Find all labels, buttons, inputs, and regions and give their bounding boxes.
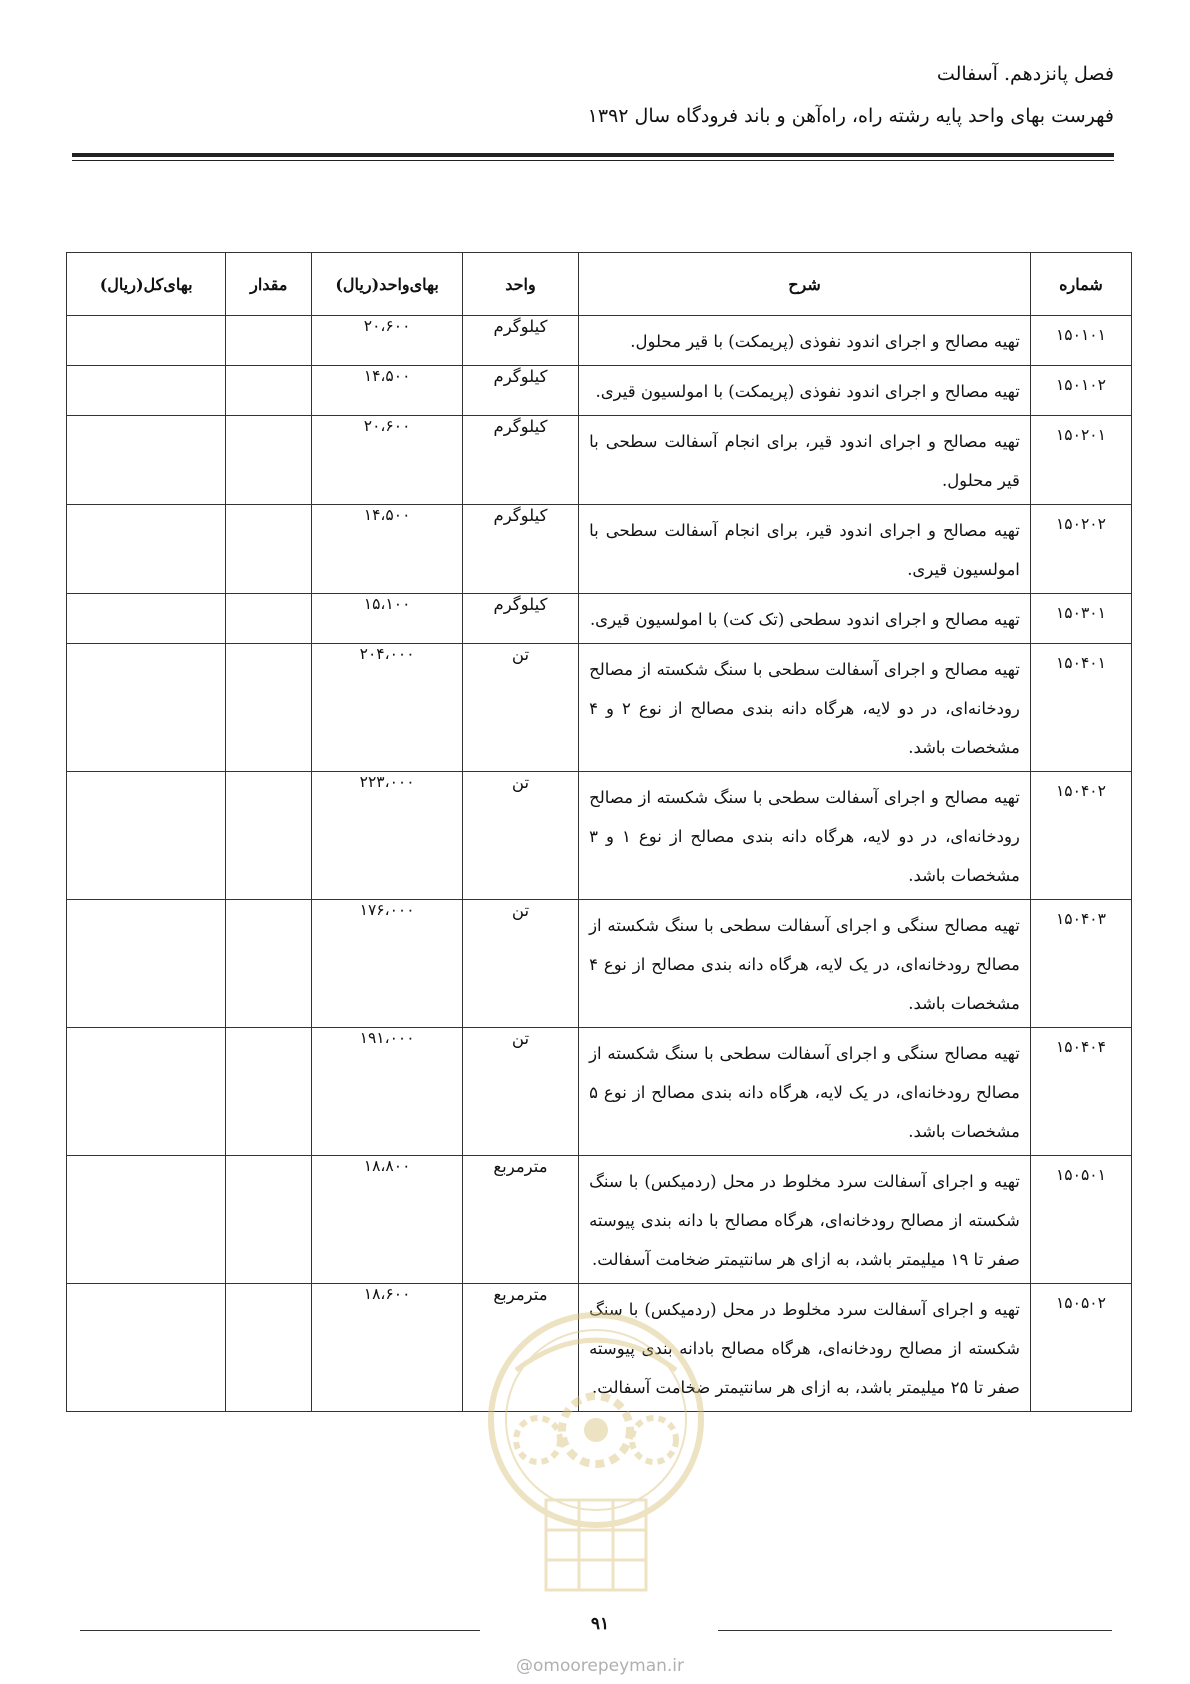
item-unit: مترمربع (462, 1284, 578, 1412)
item-unit-price: ۲۰،۶۰۰ (312, 416, 463, 505)
item-unit: تن (462, 1028, 578, 1156)
table-row (67, 900, 1132, 1028)
item-unit: کیلوگرم (462, 316, 578, 366)
item-total-price (67, 594, 226, 644)
footer-rule-right (718, 1630, 1112, 1631)
item-unit-price: ۲۲۳،۰۰۰ (312, 772, 463, 900)
item-unit-price: ۱۸،۶۰۰ (312, 1284, 463, 1412)
price-table (66, 252, 1132, 1412)
item-number: ۱۵۰۱۰۲ (1030, 366, 1131, 416)
col-header-unit: واحد (462, 253, 578, 316)
item-total-price (67, 416, 226, 505)
item-unit: تن (462, 772, 578, 900)
item-quantity (226, 594, 312, 644)
col-header-total-price: بهای‌کل(ریال) (67, 253, 226, 316)
item-description: تهیه مصالح و اجرای اندود نفوذی (پریمکت) با امولسیون قیری. (579, 366, 1031, 416)
header-rule-thin (72, 160, 1114, 161)
table-row (67, 594, 1132, 644)
item-description: تهیه مصالح و اجرای آسفالت سطحی با سنگ شکسته از مصالح رودخانه‌ای، در دو لایه، هرگاه دانه بندی مصالح از نوع ۱ و ۳ مشخصات باشد. (579, 772, 1031, 900)
item-number: ۱۵۰۴۰۳ (1030, 900, 1131, 1028)
item-number: ۱۵۰۴۰۴ (1030, 1028, 1131, 1156)
chapter-title: فصل پانزدهم. آسفالت (936, 63, 1114, 85)
item-total-price (67, 644, 226, 772)
footer-rule-left (80, 1630, 480, 1631)
item-number: ۱۵۰۲۰۱ (1030, 416, 1131, 505)
item-unit: کیلوگرم (462, 594, 578, 644)
table-row (67, 1156, 1132, 1284)
item-unit: کیلوگرم (462, 416, 578, 505)
table-row (67, 1028, 1132, 1156)
item-description: تهیه و اجرای آسفالت سرد مخلوط در محل (ردمیکس) با سنگ شکسته از مصالح رودخانه‌ای، هرگاه مصالح بادانه بندی پیوسته صفر تا ۲۵ میلیمتر باشد، به ازای هر سانتیمتر ضخامت آسفالت. (579, 1284, 1031, 1412)
table-row (67, 366, 1132, 416)
item-quantity (226, 900, 312, 1028)
table-row (67, 644, 1132, 772)
item-unit-price: ۱۷۶،۰۰۰ (312, 900, 463, 1028)
item-description: تهیه مصالح سنگی و اجرای آسفالت سطحی با سنگ شکسته از مصالح رودخانه‌ای، در یک لایه، هرگاه دانه بندی مصالح از نوع ۵ مشخصات باشد. (579, 1028, 1031, 1156)
item-total-price (67, 1156, 226, 1284)
item-description: تهیه مصالح و اجرای اندود نفوذی (پریمکت) با قیر محلول. (579, 316, 1031, 366)
item-quantity (226, 1028, 312, 1156)
item-quantity (226, 505, 312, 594)
item-description: تهیه و اجرای آسفالت سرد مخلوط در محل (ردمیکس) با سنگ شکسته از مصالح رودخانه‌ای، هرگاه مصالح با دانه بندی پیوسته صفر تا ۱۹ میلیمتر باشد، به ازای هر سانتیمتر ضخامت آسفالت. (579, 1156, 1031, 1284)
item-number: ۱۵۰۵۰۱ (1030, 1156, 1131, 1284)
item-quantity (226, 772, 312, 900)
item-unit: کیلوگرم (462, 505, 578, 594)
item-unit-price: ۲۰،۶۰۰ (312, 316, 463, 366)
item-unit: کیلوگرم (462, 366, 578, 416)
watermark-url: @omoorepeyman.ir (515, 1656, 685, 1676)
col-header-description: شرح (579, 253, 1031, 316)
item-quantity (226, 1284, 312, 1412)
header-rule-thick (72, 153, 1114, 157)
item-number: ۱۵۰۳۰۱ (1030, 594, 1131, 644)
item-total-price (67, 505, 226, 594)
item-quantity (226, 416, 312, 505)
item-quantity (226, 366, 312, 416)
item-number: ۱۵۰۲۰۲ (1030, 505, 1131, 594)
item-description: تهیه مصالح سنگی و اجرای آسفالت سطحی با سنگ شکسته از مصالح رودخانه‌ای، در یک لایه، هرگاه دانه بندی مصالح از نوع ۴ مشخصات باشد. (579, 900, 1031, 1028)
table-header-row (67, 253, 1132, 316)
item-total-price (67, 1028, 226, 1156)
item-number: ۱۵۰۵۰۲ (1030, 1284, 1131, 1412)
item-number: ۱۵۰۴۰۲ (1030, 772, 1131, 900)
item-unit-price: ۱۸،۸۰۰ (312, 1156, 463, 1284)
item-unit-price: ۱۹۱،۰۰۰ (312, 1028, 463, 1156)
item-unit-price: ۱۴،۵۰۰ (312, 505, 463, 594)
item-total-price (67, 366, 226, 416)
item-unit: تن (462, 644, 578, 772)
page-header (74, 60, 1114, 130)
col-header-quantity: مقدار (226, 253, 312, 316)
item-unit-price: ۱۴،۵۰۰ (312, 366, 463, 416)
table-row (67, 772, 1132, 900)
item-total-price (67, 772, 226, 900)
table-row (67, 1284, 1132, 1412)
item-number: ۱۵۰۱۰۱ (1030, 316, 1131, 366)
item-quantity (226, 1156, 312, 1284)
col-header-number: شماره (1030, 253, 1131, 316)
page-number: ۹۱ (590, 1614, 610, 1634)
item-unit-price: ۲۰۴،۰۰۰ (312, 644, 463, 772)
document-subtitle: فهرست بهای واحد پایه رشته راه، راه‌آهن و باند فرودگاه سال ۱۳۹۲ (587, 105, 1114, 127)
item-description: تهیه مصالح و اجرای اندود قیر، برای انجام آسفالت سطحی با امولسیون قیری. (579, 505, 1031, 594)
item-total-price (67, 1284, 226, 1412)
item-quantity (226, 316, 312, 366)
item-description: تهیه مصالح و اجرای اندود سطحی (تک کت) با امولسیون قیری. (579, 594, 1031, 644)
item-number: ۱۵۰۴۰۱ (1030, 644, 1131, 772)
table-row (67, 505, 1132, 594)
item-total-price (67, 900, 226, 1028)
item-unit-price: ۱۵،۱۰۰ (312, 594, 463, 644)
item-unit: تن (462, 900, 578, 1028)
item-total-price (67, 316, 226, 366)
col-header-unit-price: بهای‌واحد(ریال) (312, 253, 463, 316)
item-description: تهیه مصالح و اجرای اندود قیر، برای انجام آسفالت سطحی با قیر محلول. (579, 416, 1031, 505)
table-row (67, 316, 1132, 366)
table-row (67, 416, 1132, 505)
item-description: تهیه مصالح و اجرای آسفالت سطحی با سنگ شکسته از مصالح رودخانه‌ای، در دو لایه، هرگاه دانه بندی مصالح از نوع ۲ و ۴ مشخصات باشد. (579, 644, 1031, 772)
item-unit: مترمربع (462, 1156, 578, 1284)
item-quantity (226, 644, 312, 772)
